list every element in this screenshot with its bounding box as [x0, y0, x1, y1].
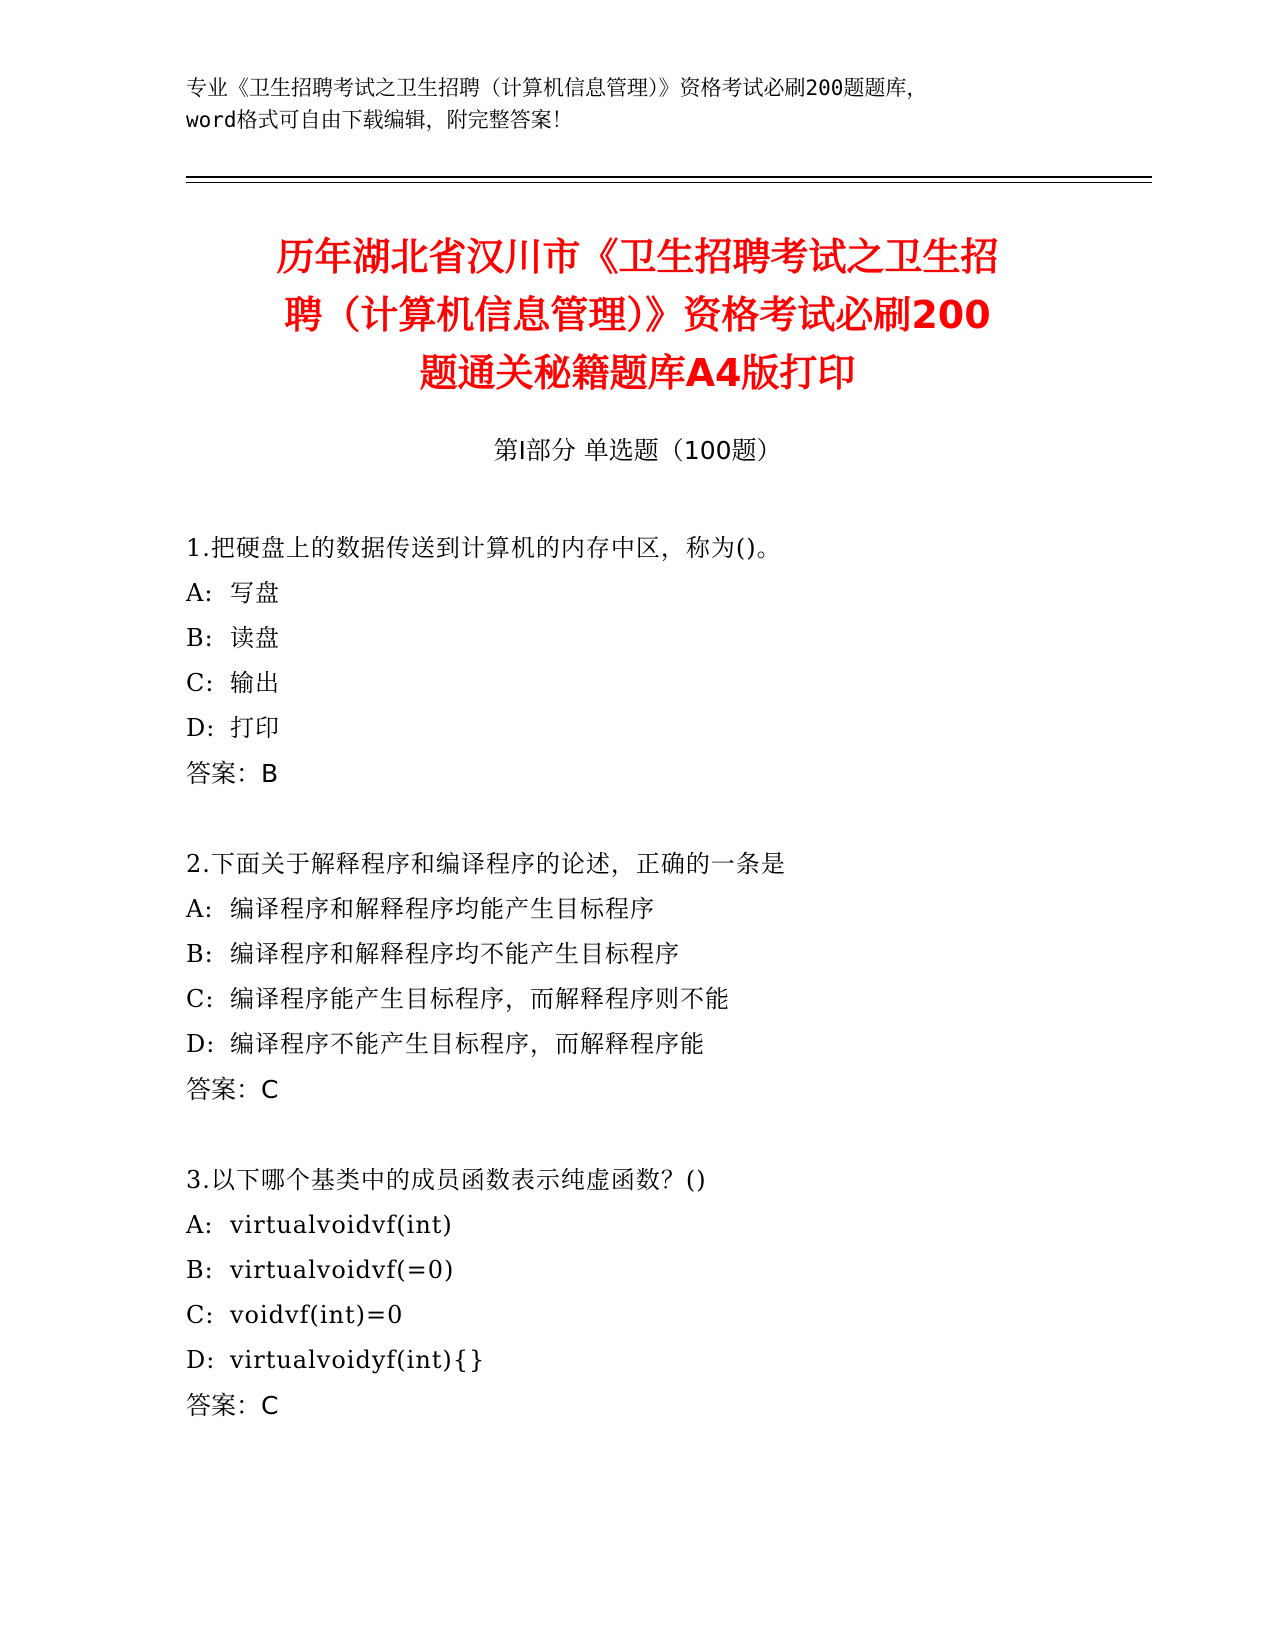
option-text: 读盘 [230, 624, 280, 652]
question-list [186, 526, 1146, 1474]
option-letter: A: [186, 1211, 214, 1239]
section-heading: 第Ⅰ部分 单选题（100题） [493, 436, 782, 465]
option-a [186, 571, 1146, 616]
answer: 答案：B [186, 759, 279, 788]
option-c [186, 1293, 1146, 1338]
option-a [186, 1203, 1146, 1248]
question-2 [186, 842, 1146, 1112]
option-letter: D: [186, 1030, 216, 1058]
title-line-2: 聘（计算机信息管理）》资格考试必刷200 [284, 293, 991, 337]
option-text: 写盘 [230, 579, 280, 607]
option-c [186, 661, 1146, 706]
question-1 [186, 526, 1146, 796]
option-d [186, 1022, 1146, 1067]
option-text: 编译程序不能产生目标程序，而解释程序能 [230, 1030, 705, 1058]
header-note-line-1: 专业《卫生招聘考试之卫生招聘（计算机信息管理）》资格考试必刷200题题库， [186, 76, 928, 100]
option-c [186, 977, 1146, 1022]
answer: 答案：C [186, 1391, 279, 1420]
option-a [186, 887, 1146, 932]
option-text: virtualvoidvf(=0) [230, 1256, 455, 1284]
option-letter: C: [186, 985, 215, 1013]
option-letter: A: [186, 895, 214, 923]
document-header-note [186, 72, 1146, 136]
question-stem: 1.把硬盘上的数据传送到计算机的内存中区，称为()。 [186, 534, 782, 562]
question-stem: 3.以下哪个基类中的成员函数表示纯虚函数？() [186, 1166, 707, 1194]
header-divider-thick [186, 176, 1152, 178]
question-stem: 2.下面关于解释程序和编译程序的论述，正确的一条是 [186, 850, 786, 878]
option-text: 编译程序能产生目标程序，而解释程序则不能 [230, 985, 730, 1013]
title-line-1: 历年湖北省汉川市《卫生招聘考试之卫生招 [276, 235, 999, 279]
option-letter: A: [186, 579, 214, 607]
question-3 [186, 1158, 1146, 1428]
option-d [186, 1338, 1146, 1383]
option-letter: B: [186, 940, 214, 968]
option-b [186, 1248, 1146, 1293]
header-divider-thin [186, 182, 1152, 183]
option-d [186, 706, 1146, 751]
document-title [150, 228, 1125, 402]
option-text: virtualvoidvf(int) [230, 1211, 453, 1239]
option-letter: C: [186, 1301, 215, 1329]
answer: 答案：C [186, 1075, 279, 1104]
option-letter: C: [186, 669, 215, 697]
option-b [186, 616, 1146, 661]
option-letter: D: [186, 1346, 216, 1374]
option-text: voidvf(int)=0 [230, 1301, 404, 1329]
option-letter: D: [186, 714, 216, 742]
option-text: 编译程序和解释程序均不能产生目标程序 [230, 940, 680, 968]
option-text: 打印 [230, 714, 280, 742]
option-b [186, 932, 1146, 977]
option-text: 编译程序和解释程序均能产生目标程序 [230, 895, 655, 923]
title-line-3: 题通关秘籍题库A4版打印 [419, 351, 856, 395]
option-text: virtualvoidyf(int){} [230, 1346, 486, 1374]
header-note-line-2: word格式可自由下载编辑，附完整答案！ [186, 108, 573, 132]
option-text: 输出 [230, 669, 280, 697]
option-letter: B: [186, 624, 214, 652]
option-letter: B: [186, 1256, 214, 1284]
